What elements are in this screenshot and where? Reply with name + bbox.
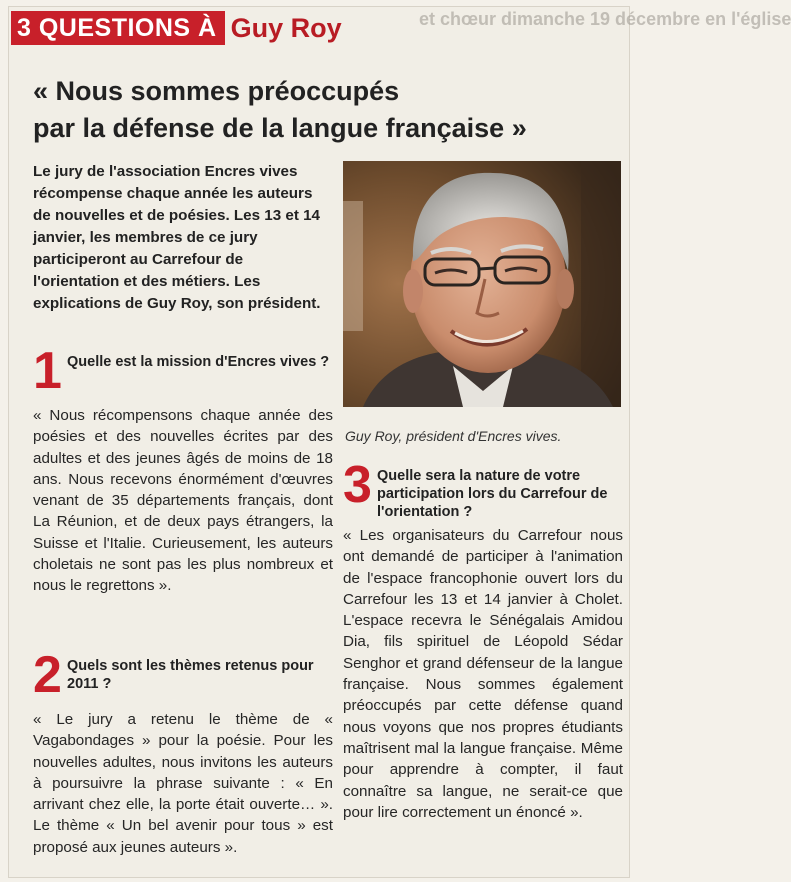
question-answer: « Nous récompensons chaque année des poésies et des nouvelles écrites par des adultes et des jeunes âgés de moins de 18 ans. Nous recevons énormément d'œuvres venant de 35 départements français, dont La Réunion, et de deux pays étrangers, la Suisse et l'Italie. Curieusement, les auteurs choletais ne sont pas les plus nombreux et nous le regrettons ». bbox=[33, 407, 333, 595]
question-title: Quelle est la mission d'Encres vives ? bbox=[67, 354, 330, 370]
question-answer: « Le jury a retenu le thème de « Vagabondages » pour la poésie. Pour les nouvelles adultes, nous invitons les auteurs à poursuivre la phrase suivante : « En arrivant chez elle, la porte était ouverte… ». Le thème « Un bel avenir pour tous » est proposé aux jeunes auteurs ». bbox=[33, 711, 333, 856]
bleed-through-text: et chœur dimanche 19 décembre en l'église bbox=[419, 9, 791, 29]
question-block-3 bbox=[343, 456, 623, 823]
question-block-1 bbox=[33, 342, 333, 597]
question-block-2 bbox=[33, 646, 333, 858]
headline-line-2: par la défense de la langue française » bbox=[33, 113, 527, 143]
headline-line-1: « Nous sommes préoccupés bbox=[33, 76, 400, 106]
newspaper-clipping bbox=[8, 6, 791, 878]
question-answer: « Les organisateurs du Carrefour nous ont demandé de participer à l'animation de l'espace francophonie ouvert lors du Carrefour les 13 et 14 janvier à Cholet. L'espace recevra le Sénégalais Amidou Dia, fils spirituel de Léopold Sédar Senghor et grand défenseur de la langue française. Nous sommes également préoccupés par cette défense quand nous voyons que nos propres étudiants maîtrisent mal la langue française. Même pour apprendre à compter, il faut connaître sa langue, ne serait-ce que pour lire correctement un énoncé ». bbox=[343, 527, 623, 821]
question-number: 2 bbox=[33, 646, 62, 704]
question-number: 3 bbox=[343, 456, 372, 514]
question-title: Quelle sera la nature de votre participation lors du Carrefour de l'orientation ? bbox=[377, 468, 608, 520]
interviewee-name: Guy Roy bbox=[230, 13, 342, 43]
article-headline bbox=[33, 73, 613, 147]
photo-caption: Guy Roy, président d'Encres vives. bbox=[345, 428, 562, 444]
portrait-illustration bbox=[343, 161, 621, 407]
question-title: Quels sont les thèmes retenus pour 2011 ? bbox=[67, 658, 314, 692]
section-label: 3 QUESTIONS À bbox=[11, 11, 225, 45]
article-intro: Le jury de l'association Encres vives récompense chaque année les auteurs de nouvelles et de poésies. Les 13 et 14 janvier, les membres de ce jury participeront au Carrefour de l'orientation et des métiers. Les explications de Guy Roy, son président. bbox=[33, 163, 321, 312]
section-header bbox=[11, 11, 342, 45]
portrait-photo bbox=[343, 161, 621, 407]
question-number: 1 bbox=[33, 342, 62, 400]
